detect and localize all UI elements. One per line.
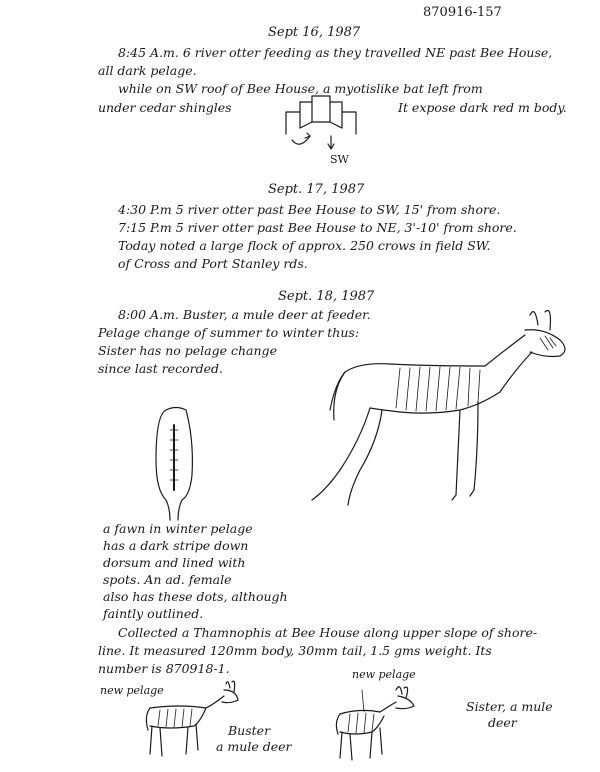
fawn-note-line: has a dark stripe down (103, 538, 249, 553)
entry-line: 4:30 P.m 5 river otter past Bee House to SW, 15' from shore. (118, 202, 501, 217)
entry-date: Sept 16, 1987 (268, 25, 361, 40)
entry-line: Sister has no pelage change (98, 343, 277, 358)
entry-line: 8:00 A.m. Buster, a mule deer at feeder. (118, 307, 371, 322)
fawn-note-line: dorsum and lined with (103, 555, 246, 570)
entry-line: Today noted a large flock of approx. 250 crows in field SW. (118, 238, 491, 253)
specimen-line: number is 870918-1. (98, 661, 230, 676)
new-pelage-label: new pelage (100, 684, 164, 697)
entry-line: It expose dark red m body. (398, 100, 567, 115)
sister-label: Sister, a mule (466, 699, 553, 714)
entry-line: since last recorded. (98, 361, 223, 376)
fawn-note-line: a fawn in winter pelage (103, 521, 253, 536)
new-pelage-label: new pelage (352, 668, 416, 681)
specimen-line: line. It measured 120mm body, 30mm tail, 1.5 gms weight. Its (98, 643, 492, 658)
entry-line: 7:15 P.m 5 river otter past Bee House to NE, 3'-10' from shore. (118, 220, 517, 235)
entry-line: of Cross and Port Stanley rds. (118, 256, 308, 271)
buster-label: Buster (228, 723, 271, 738)
fawn-note-line: also has these dots, although (103, 589, 288, 604)
sister-label: deer (488, 715, 517, 730)
entry-line: under cedar shingles (98, 100, 232, 115)
specimen-line: Collected a Thamnophis at Bee House along upper slope of shore- (118, 625, 538, 640)
entry-line: Pelage change of summer to winter thus: (98, 325, 360, 340)
entry-line: all dark pelage. (98, 63, 197, 78)
entry-date: Sept. 17, 1987 (268, 182, 365, 197)
fawn-dorsum-sketch (156, 408, 192, 521)
roof-sketch-label: SW (330, 153, 349, 166)
large-deer-sketch (312, 310, 565, 505)
buster-label: a mule deer (216, 739, 292, 754)
fawn-note-line: faintly outlined. (103, 606, 204, 621)
page-number: 870916-157 (423, 5, 502, 20)
small-deer-buster-sketch (146, 681, 238, 756)
entry-date: Sept. 18, 1987 (278, 289, 375, 304)
fawn-note-line: spots. An ad. female (103, 572, 232, 587)
entry-line: while on SW roof of Bee House, a myotislike bat left from (118, 81, 483, 96)
small-deer-sister-sketch (336, 687, 414, 760)
entry-line: 8:45 A.m. 6 river otter feeding as they travelled NE past Bee House, (118, 45, 553, 60)
roof-sketch (286, 96, 356, 149)
